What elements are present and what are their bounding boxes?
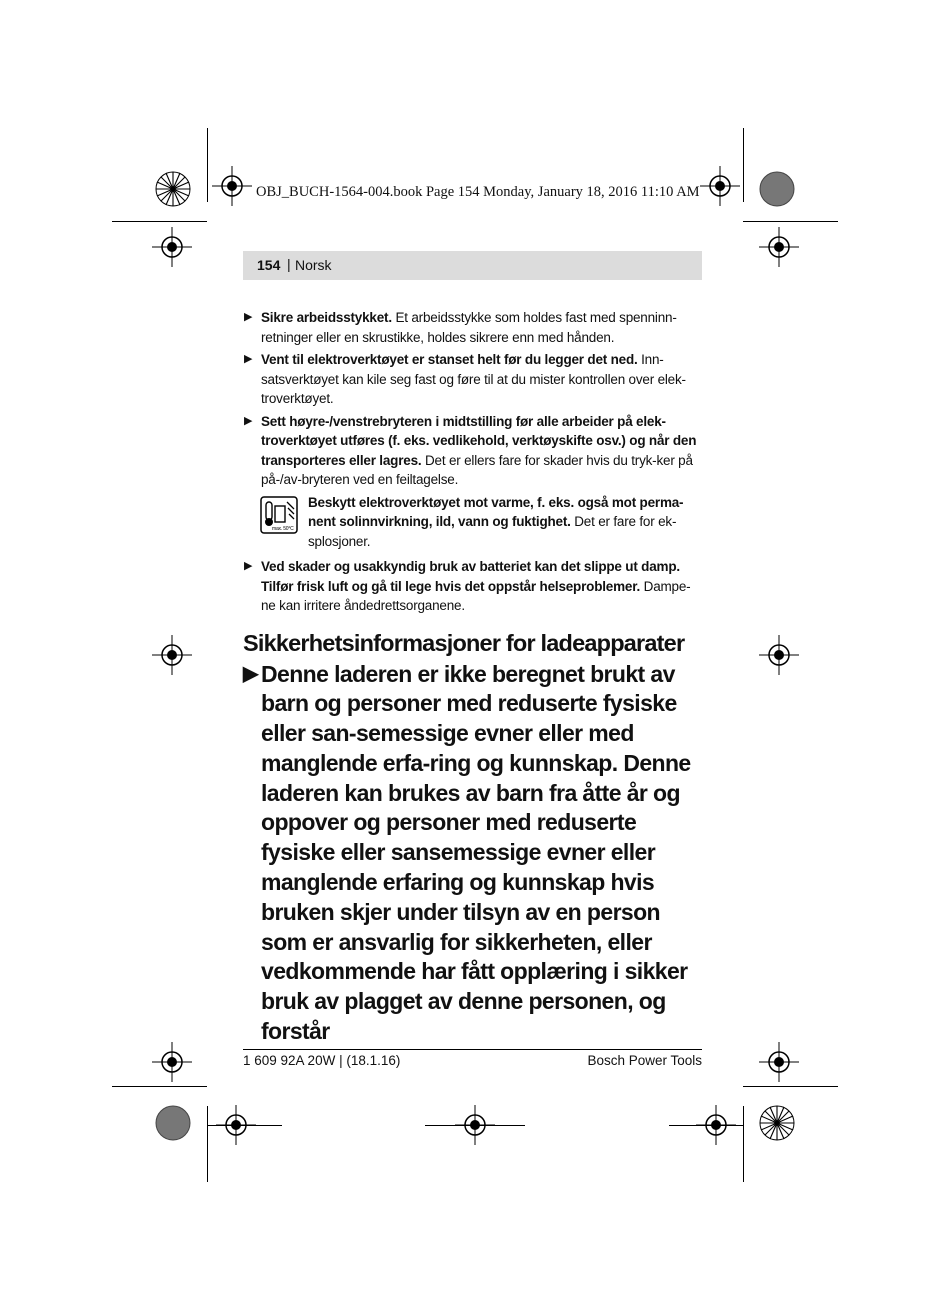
starburst-mark [759, 1105, 795, 1141]
gray-density-mark [155, 1105, 191, 1141]
crop-line [743, 1106, 744, 1182]
footer-doc-number: 1 609 92A 20W | (18.1.16) [243, 1053, 401, 1068]
registration-mark [759, 227, 799, 267]
max-temp-label: max. 50°C [272, 525, 294, 532]
item-text: Et arbeidsstykke som holdes fast med spenninn-retninger eller en skrustikke, holdes sikrere enn med hånden. [261, 310, 677, 345]
item-bold-text: Sett høyre-/venstrebryteren i midtstilling før alle arbeider på elek-troverktøyet utføres (f. eks. vedlikehold, verktøyskifte osv.) og når den transporteres eller lagres. [261, 413, 697, 468]
file-info-header: OBJ_BUCH-1564-004.book Page 154 Monday, January 18, 2016 11:10 AM [256, 184, 700, 200]
registration-mark [152, 635, 192, 675]
crop-line [743, 221, 838, 222]
item-bold-text: Beskytt elektroverktøyet mot varme, f. eks. også mot perma-nent solinnvirkning, ild, vann og fuktighet. [308, 494, 684, 529]
registration-mark [700, 166, 740, 206]
crop-line [669, 1125, 744, 1126]
crop-line [207, 1106, 208, 1182]
footer-rule [243, 1049, 702, 1050]
page-header [243, 251, 702, 280]
registration-mark [759, 1042, 799, 1082]
item-text: Inn-satsverktøyet kan kile seg fast og føre til at du mister kontrollen over elek-troverktøyet. [261, 352, 686, 406]
triangle-bullet-icon: ▶ [244, 414, 253, 427]
crop-line [743, 128, 744, 202]
item-text: Det er ellers fare for skader hvis du tryk-ker på på-/av-bryteren ved en feiltagelse. [261, 452, 693, 487]
page-number: 154 [257, 257, 281, 273]
gray-density-mark [759, 171, 795, 207]
registration-mark [152, 227, 192, 267]
triangle-bullet-icon: ▶ [244, 353, 253, 365]
item-text: Det er fare for ek-splosjoner. [308, 514, 677, 549]
section-title: Sikkerhetsinformasjoner for ladeapparater [243, 629, 685, 656]
list-item [243, 557, 703, 616]
list-item [243, 350, 703, 409]
triangle-bullet-icon: ▶ [244, 560, 253, 572]
starburst-mark [155, 171, 191, 207]
triangle-bullet-icon: ▶ [244, 311, 253, 323]
triangle-bullet-icon: ▶ [243, 662, 258, 685]
item-bold-text: Ved skader og usakkyndig bruk av batteriet kan det slippe ut damp. Tilfør frisk luft og gå til lege hvis det oppstår helseproblemer. [261, 559, 680, 594]
crop-line [425, 1125, 525, 1126]
registration-mark [759, 635, 799, 675]
item-bold-text: Denne laderen er ikke beregnet brukt av barn og personer med reduserte fysiske eller san-semessige evner eller med manglende erfa-ring og kunnskap. Denne laderen kan brukes av barn fra åtte år og oppover og personer med reduserte fysiske eller sansemessige evner eller manglende erfaring og kunnskap hvis bruken skjer under tilsyn av en person som er ansvarlig for sikkerheten, eller vedkommende har fått opplæring i sikker bruk av plagget av denne personen, og forstår [261, 660, 691, 1045]
crop-line [207, 128, 208, 202]
language-label: Norsk [295, 257, 332, 273]
list-item [243, 412, 703, 490]
list-item [243, 660, 703, 1047]
crop-line [112, 1086, 207, 1087]
registration-mark [152, 1042, 192, 1082]
crop-line [207, 1125, 282, 1126]
item-text: Dampe-ne kan irritere åndedrettsorganene. [261, 578, 691, 613]
footer-brand: Bosch Power Tools [587, 1053, 702, 1068]
main-content [243, 308, 703, 1047]
item-bold-text: Sikre arbeidsstykket. [261, 310, 392, 325]
heat-warning-item [243, 493, 703, 552]
heat-warning-icon [260, 496, 298, 534]
list-item [243, 308, 703, 347]
header-separator: | [287, 256, 291, 272]
item-bold-text: Vent til elektroverktøyet er stanset helt før du legger det ned. [261, 352, 638, 367]
registration-mark [212, 166, 252, 206]
crop-line [743, 1086, 838, 1087]
crop-line [112, 221, 207, 222]
